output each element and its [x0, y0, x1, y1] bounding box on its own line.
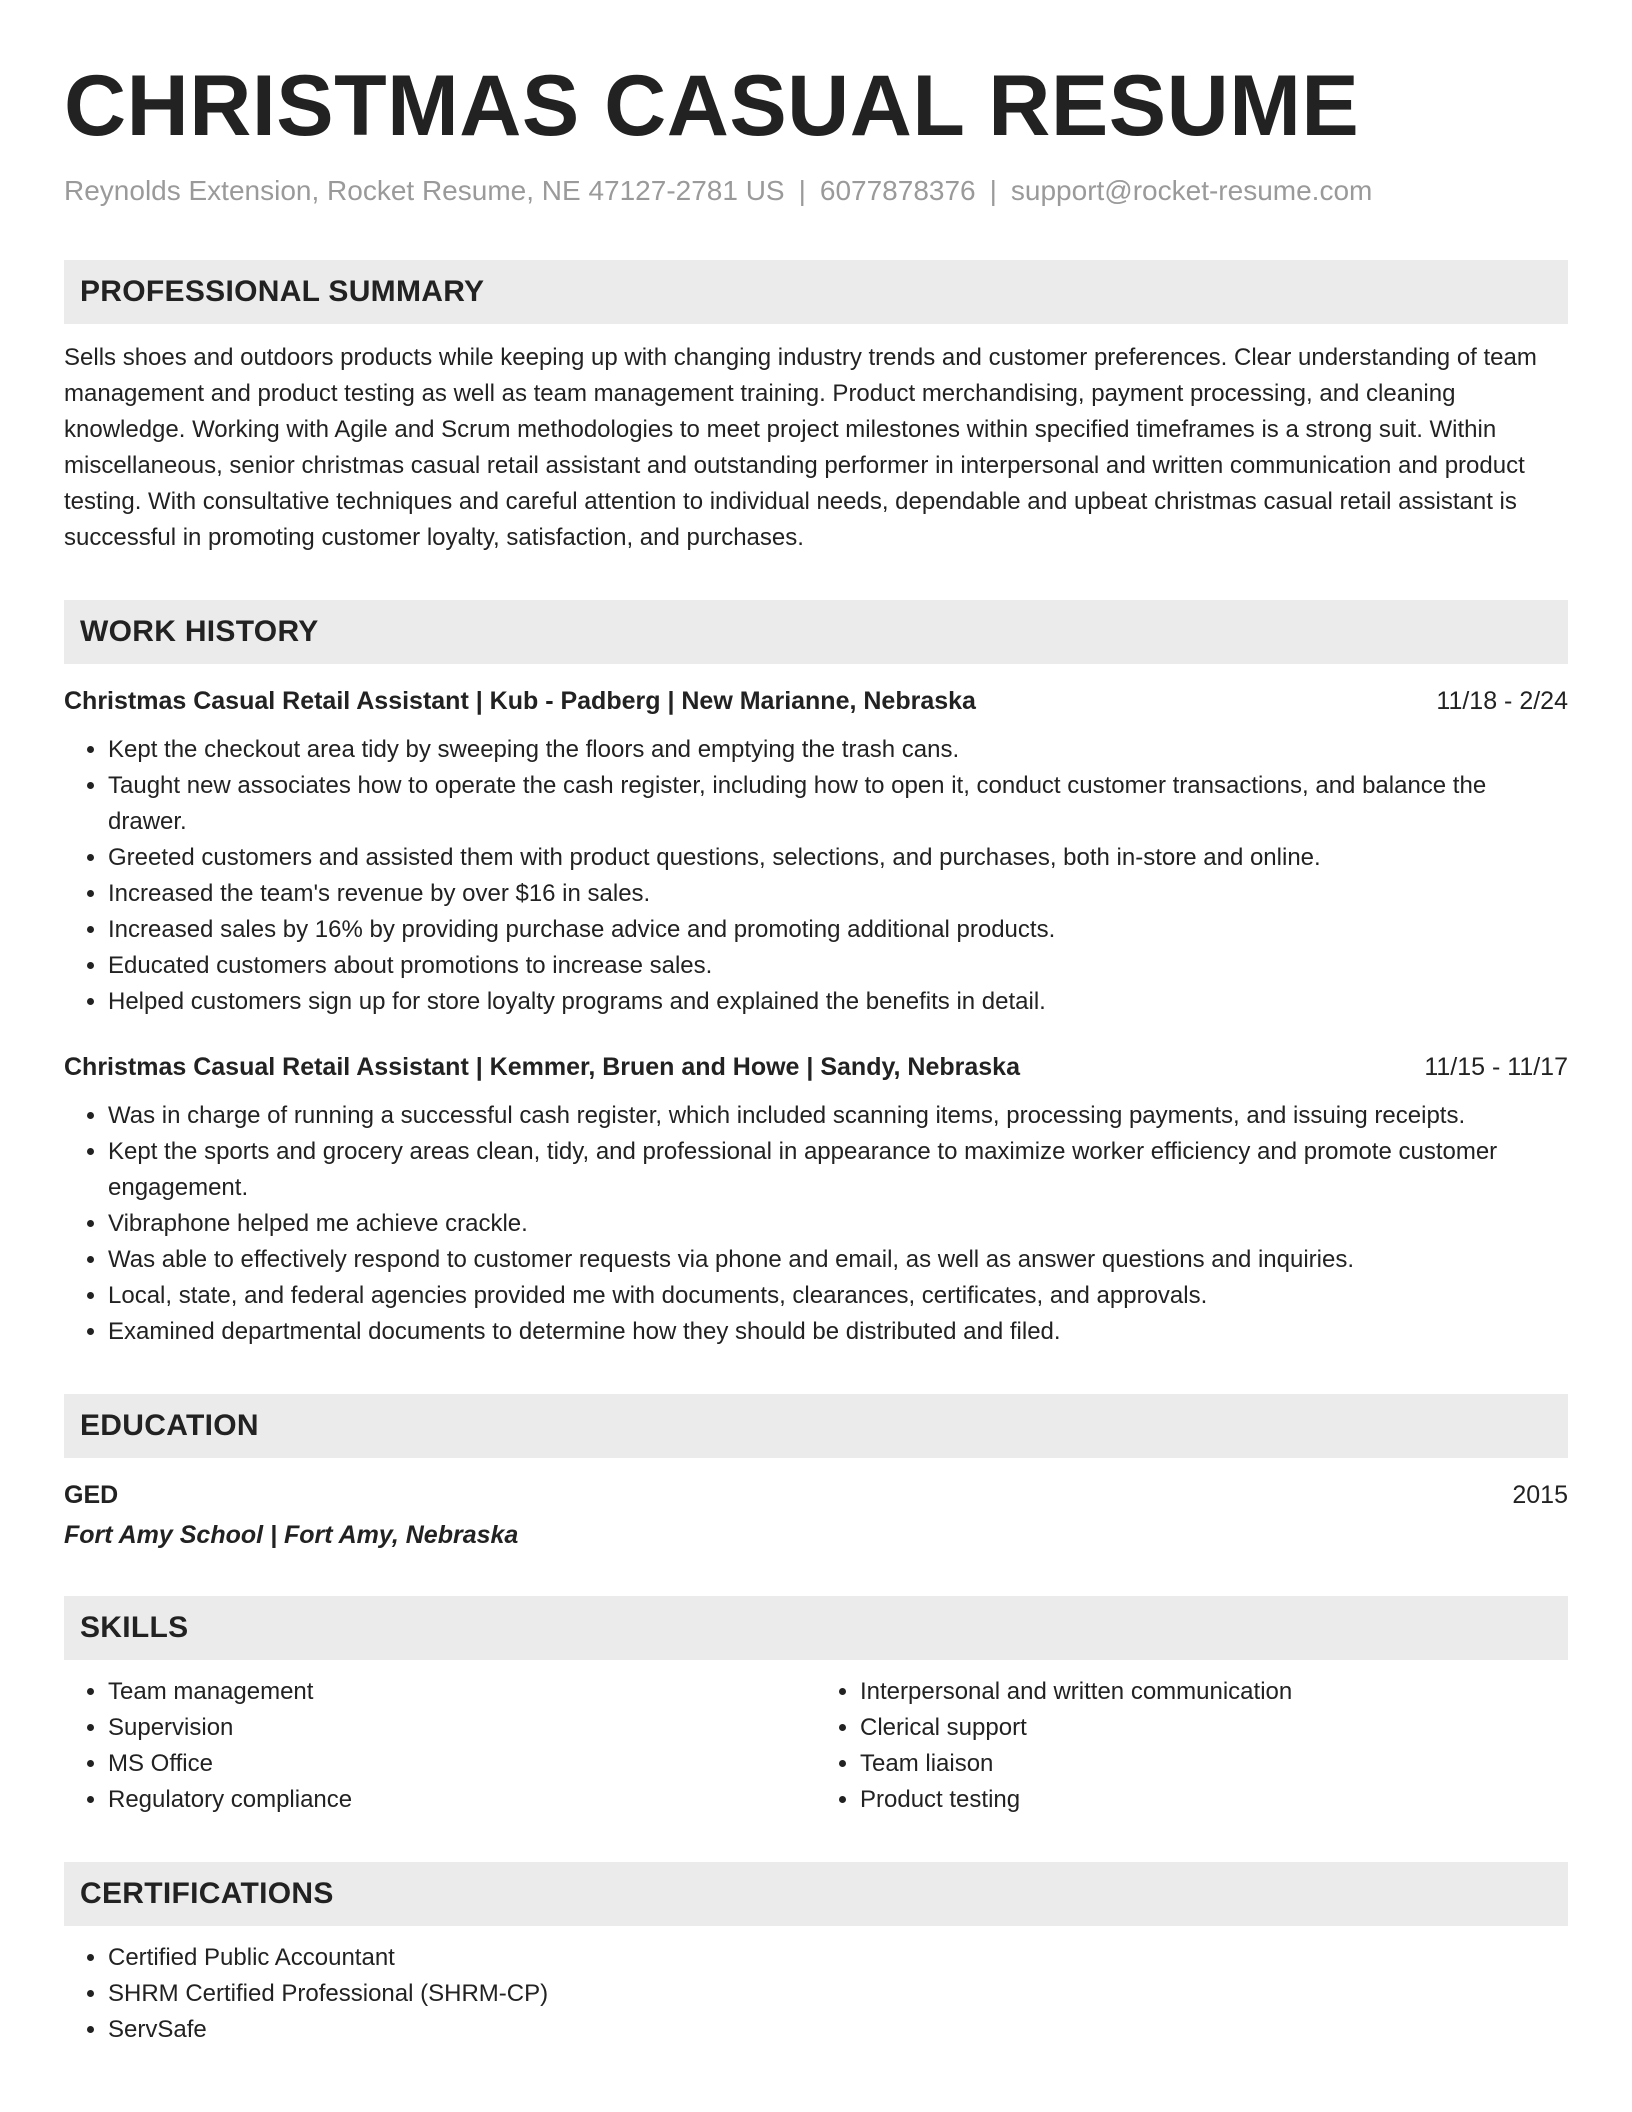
skills-left-column	[64, 1674, 816, 1818]
list-item: • MS Office	[108, 1746, 816, 1782]
skills-right-column	[816, 1674, 1568, 1818]
list-item: • Certified Public Accountant	[108, 1940, 1568, 1976]
list-item: • Educated customers about promotions to increase sales.	[108, 948, 1568, 984]
contact-line	[64, 174, 1568, 208]
list-item: • Team management	[108, 1674, 816, 1710]
list-item: • Kept the sports and grocery areas clean, tidy, and professional in appearance to maximize worker efficiency and promote customer engagement.	[108, 1134, 1568, 1206]
summary-text: Sells shoes and outdoors products while keeping up with changing industry trends and customer preferences. Clear understanding of team management and product testing as well as team management training. Product merchandising, payment processing, and cleaning knowledge. Working with Agile and Scrum methodologies to meet project milestones within specified timeframes is a strong suit. Within miscellaneous, senior christmas casual retail assistant and outstanding performer in interpersonal and written communication and product testing. With consultative techniques and careful attention to individual needs, dependable and upbeat christmas casual retail assistant is successful in promoting customer loyalty, satisfaction, and purchases.	[64, 344, 1537, 551]
section-header-certifications	[64, 1862, 1568, 1926]
section-title: WORK HISTORY	[80, 615, 319, 648]
education-year: 2015	[1512, 1481, 1568, 1509]
job-title: Christmas Casual Retail Assistant | Kemmer, Bruen and Howe | Sandy, Nebraska	[64, 1053, 1020, 1081]
list-item: • ServSafe	[108, 2012, 1568, 2048]
section-title: PROFESSIONAL SUMMARY	[80, 275, 485, 308]
job-dates: 11/15 - 11/17	[1424, 1053, 1568, 1081]
section-title: EDUCATION	[80, 1409, 259, 1442]
list-item: • Examined departmental documents to determine how they should be distributed and filed.	[108, 1314, 1568, 1350]
list-item: • Supervision	[108, 1710, 816, 1746]
section-title: CERTIFICATIONS	[80, 1877, 334, 1910]
job-dates: 11/18 - 2/24	[1436, 687, 1568, 715]
contact-separator: |	[798, 175, 806, 206]
contact-address: Reynolds Extension, Rocket Resume, NE 47127-2781 US	[64, 175, 785, 206]
section-header-work	[64, 600, 1568, 664]
certifications-list	[64, 1940, 1568, 2048]
contact-separator: |	[989, 175, 997, 206]
list-item: • Vibraphone helped me achieve crackle.	[108, 1206, 1568, 1242]
list-item: • Clerical support	[860, 1710, 1568, 1746]
list-item: • Increased sales by 16% by providing purchase advice and promoting additional products.	[108, 912, 1568, 948]
list-item: • Local, state, and federal agencies provided me with documents, clearances, certificates, and approvals.	[108, 1278, 1568, 1314]
job-bullets	[64, 1098, 1568, 1350]
job-bullets	[64, 732, 1568, 1020]
education-heading	[64, 1478, 1568, 1512]
list-item: • Was in charge of running a successful cash register, which included scanning items, processing payments, and issuing receipts.	[108, 1098, 1568, 1134]
section-header-summary	[64, 260, 1568, 324]
list-item: • Was able to effectively respond to customer requests via phone and email, as well as answer questions and inquiries.	[108, 1242, 1568, 1278]
list-item: • Greeted customers and assisted them with product questions, selections, and purchases, both in-store and online.	[108, 840, 1568, 876]
section-header-education	[64, 1394, 1568, 1458]
job-heading	[64, 1050, 1568, 1084]
skills-grid	[64, 1674, 1568, 1818]
list-item: • Interpersonal and written communication	[860, 1674, 1568, 1710]
list-item: • Regulatory compliance	[108, 1782, 816, 1818]
contact-email: support@rocket-resume.com	[1010, 175, 1373, 206]
section-header-skills	[64, 1596, 1568, 1660]
job-title: Christmas Casual Retail Assistant | Kub - Padberg | New Marianne, Nebraska	[64, 687, 976, 715]
resume-name: CHRISTMAS CASUAL RESUME	[64, 58, 1360, 154]
section-title: SKILLS	[80, 1611, 189, 1644]
contact-phone: 6077878376	[819, 175, 976, 206]
list-item: • SHRM Certified Professional (SHRM-CP)	[108, 1976, 1568, 2012]
list-item: • Taught new associates how to operate the cash register, including how to open it, conduct customer transactions, and balance the drawer.	[108, 768, 1568, 840]
job-heading	[64, 684, 1568, 718]
education-school: Fort Amy School | Fort Amy, Nebraska	[64, 1521, 519, 1549]
list-item: • Helped customers sign up for store loyalty programs and explained the benefits in detail.	[108, 984, 1568, 1020]
list-item: • Product testing	[860, 1782, 1568, 1818]
education-degree: GED	[64, 1481, 119, 1509]
list-item: • Increased the team's revenue by over $16 in sales.	[108, 876, 1568, 912]
list-item: • Kept the checkout area tidy by sweeping the floors and emptying the trash cans.	[108, 732, 1568, 768]
list-item: • Team liaison	[860, 1746, 1568, 1782]
